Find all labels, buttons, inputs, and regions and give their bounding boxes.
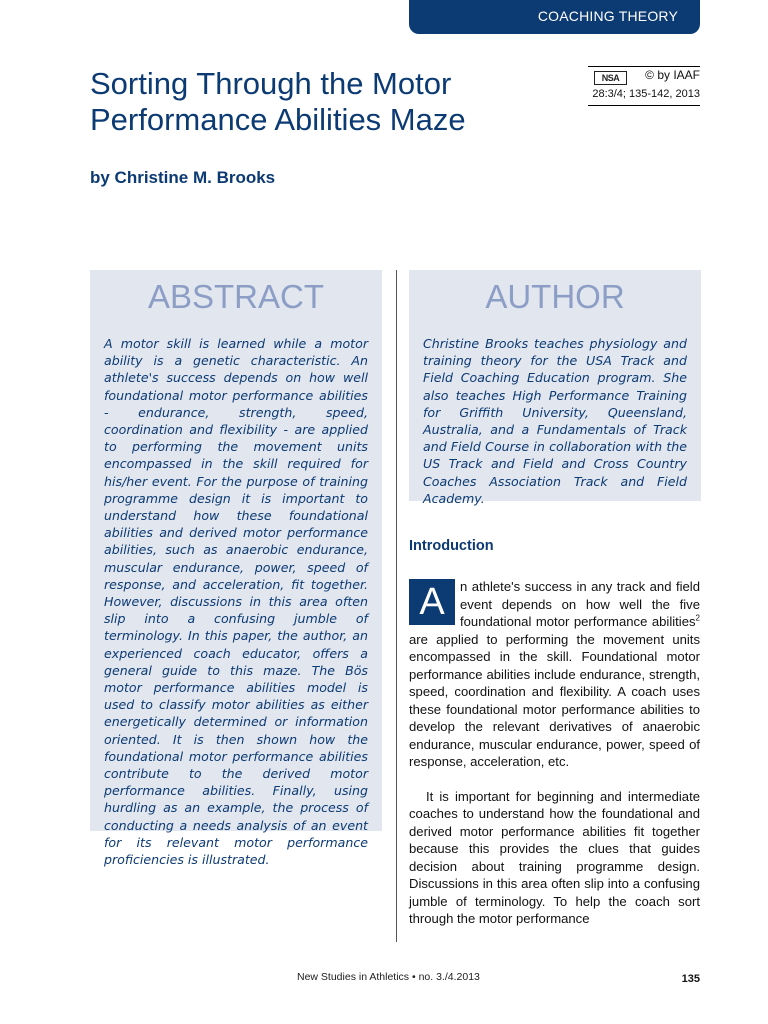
volume-reference: 28:3/4; 135-142, 2013 (592, 88, 700, 100)
page-number: 135 (681, 973, 700, 985)
author-heading: AUTHOR (485, 278, 625, 315)
article-title: Sorting Through the Motor Performance Abilities Maze (90, 66, 466, 137)
copyright-text: © by IAAF (645, 68, 700, 82)
intro-paragraph-2: It is important for beginning and intermediate coaches to understand how the foundational and derived motor performance abilities fit together because this provides the clues that guides decision about training programme design. Discussions in this area often slip into a confusing jumble of terminology. To help the coach sort through the motor performance (409, 788, 700, 926)
column-divider (396, 270, 397, 942)
introduction-body (409, 578, 700, 928)
introduction-heading: Introduction (409, 538, 494, 554)
abstract-box (90, 270, 382, 868)
intro-paragraph-1 (409, 578, 700, 771)
citation-block (588, 66, 700, 106)
author-bio-text: Christine Brooks teaches physiology and training theory for the USA Track and Field Coaching Education program. She also teaches High Performance Training for Griffith University, Queensland, Australia, and a Fundamentals of Track and Field Course in collaboration with the US Track and Field and Cross Country Coaches Association Track and Field Academy. (423, 336, 687, 506)
abstract-text: A motor skill is learned while a motor ability is a genetic characteristic. An athlete's success depends on how well foundational motor performance abilities - endurance, strength, speed, coordination and flexibility - are applied to performing the movement units encompassed in the skill required for his/her event. For the purpose of training programme design it is important to understand how these foundational abilities and derived motor performance abilities, such as anaerobic endurance, muscular endurance, power, speed of response, and acceleration, fit together. However, discussions in this area often slip into a confusing jumble of terminology. In this paper, the author, an experienced coach educator, offers a general guide to this maze. The Bös motor performance abilities model is used to classify motor abilities as either energetically determined or information oriented. It is then shown how the foundational motor performance abilities contribute to the derived motor performance abilities. Finally, using hurdling as an example, the process of conducting a needs analysis of an event for its relevant motor performance proficiencies is illustrated. (104, 336, 368, 868)
author-box (409, 270, 701, 506)
intro-p1-end: are applied to performing the movement units encompassed in the skill. Foundational motor performance abilities include endurance, strength, speed, coordination and flexibility. A coach uses these foundational motor performance abilities to develop the relevant derivatives of anaerobic endurance, muscular endurance, power, speed of response, acceleration, etc. (409, 631, 700, 769)
abstract-heading: ABSTRACT (147, 278, 325, 315)
footnote-ref: 2 (695, 613, 700, 623)
journal-footer: New Studies in Athletics • no. 3./4.2013 (297, 971, 480, 983)
section-tab (409, 0, 700, 34)
nsa-logo: NSA (594, 71, 627, 85)
section-tab-label: COACHING THEORY (537, 8, 678, 24)
author-byline: by Christine M. Brooks (90, 168, 276, 187)
drop-cap: A (409, 579, 455, 625)
intro-p1-start: n athlete's success in any track and field event depends on how well the five foundational motor performance abilities (460, 579, 700, 629)
